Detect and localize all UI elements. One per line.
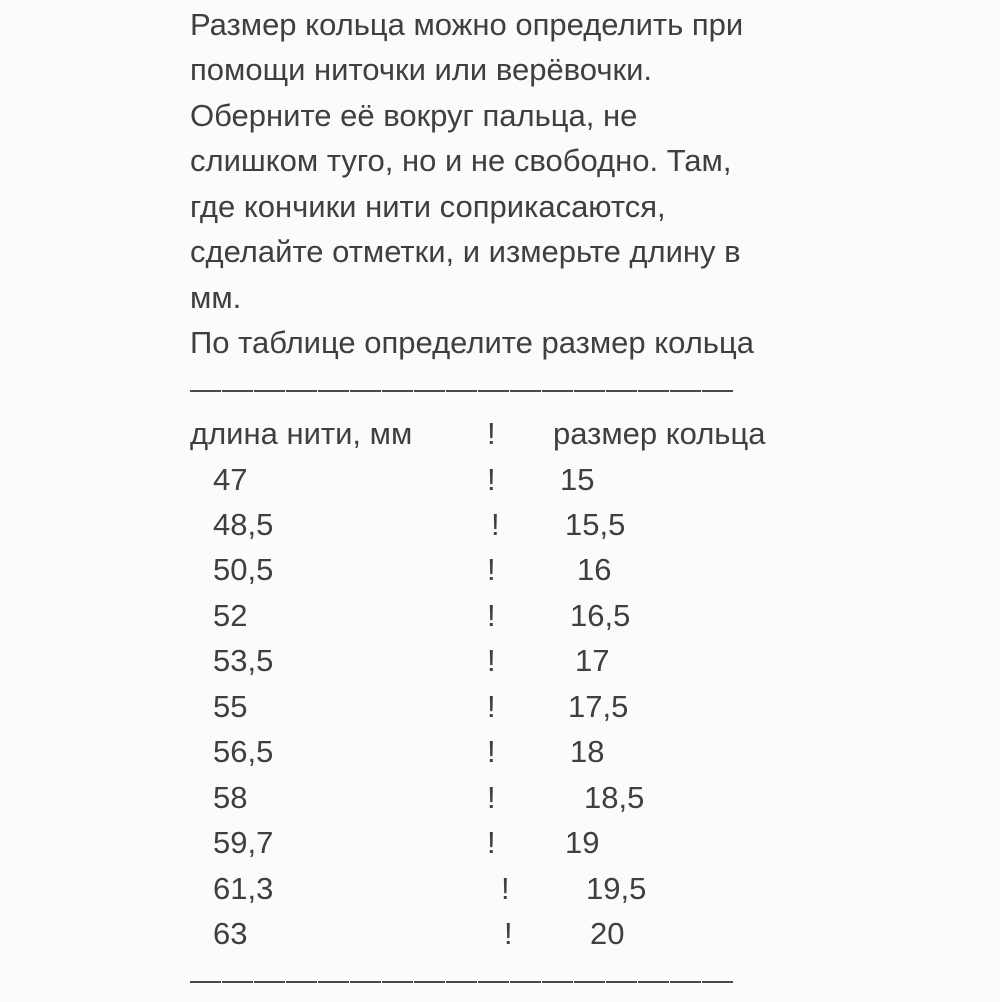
cell-thread-length: 50,5 (213, 552, 274, 588)
table-body (190, 457, 840, 957)
header-separator: ! (487, 416, 496, 452)
cell-thread-length: 59,7 (213, 825, 274, 861)
cell-thread-length: 53,5 (213, 643, 274, 679)
intro-line: мм. (190, 279, 242, 315)
cell-separator: ! (487, 734, 496, 770)
intro-line: где кончики нити соприкасаются, (190, 188, 666, 224)
intro-line: помощи ниточки или верёвочки. (190, 52, 653, 88)
cell-ring-size: 19,5 (586, 870, 647, 906)
cell-thread-length: 63 (213, 916, 248, 952)
table-row (190, 547, 840, 592)
cell-ring-size: 17,5 (568, 688, 629, 724)
table-row (190, 866, 840, 911)
table-row (190, 911, 840, 956)
cell-thread-length: 48,5 (213, 506, 274, 542)
table-row (190, 775, 840, 820)
intro-line: сделайте отметки, и измерьте длину в (190, 234, 741, 270)
cell-ring-size: 17 (575, 643, 610, 679)
cell-separator: ! (487, 597, 496, 633)
cell-thread-length: 56,5 (213, 734, 274, 770)
header-length-label: длина нити, мм (190, 416, 413, 452)
ring-size-table (190, 411, 840, 956)
cell-ring-size: 20 (590, 916, 625, 952)
table-row (190, 820, 840, 865)
cell-separator: ! (487, 552, 496, 588)
cell-separator: ! (487, 779, 496, 815)
cell-ring-size: 16,5 (570, 597, 631, 633)
cell-separator: ! (491, 506, 500, 542)
table-divider-top: ————————————————— (190, 370, 734, 406)
table-row (190, 593, 840, 638)
cell-thread-length: 61,3 (213, 870, 274, 906)
cell-separator: ! (501, 870, 510, 906)
cell-thread-length: 47 (213, 461, 248, 497)
cell-separator: ! (487, 643, 496, 679)
cell-thread-length: 55 (213, 688, 248, 724)
table-row (190, 684, 840, 729)
intro-paragraph (190, 2, 840, 366)
header-size-label: размер кольца (553, 416, 766, 452)
table-row (190, 502, 840, 547)
intro-line: Размер кольца можно определить при (190, 7, 744, 42)
cell-ring-size: 19 (565, 825, 600, 861)
table-row (190, 638, 840, 683)
cell-separator: ! (504, 916, 513, 952)
cell-thread-length: 52 (213, 597, 248, 633)
intro-line: слишком туго, но и не свободно. Там, (190, 143, 732, 179)
table-divider-bottom: ————————————————— (190, 961, 734, 997)
cell-separator: ! (487, 825, 496, 861)
table-header (190, 411, 840, 456)
intro-line: По таблице определите размер кольца (190, 325, 754, 361)
cell-ring-size: 15 (560, 461, 595, 497)
table-row (190, 457, 840, 502)
intro-line: Оберните её вокруг пальца, не (190, 97, 638, 133)
cell-ring-size: 18 (570, 734, 605, 770)
cell-separator: ! (487, 461, 496, 497)
cell-thread-length: 58 (213, 779, 248, 815)
table-row (190, 729, 840, 774)
cell-ring-size: 18,5 (584, 779, 645, 815)
cell-ring-size: 16 (577, 552, 612, 588)
cell-ring-size: 15,5 (565, 506, 626, 542)
cell-separator: ! (487, 688, 496, 724)
